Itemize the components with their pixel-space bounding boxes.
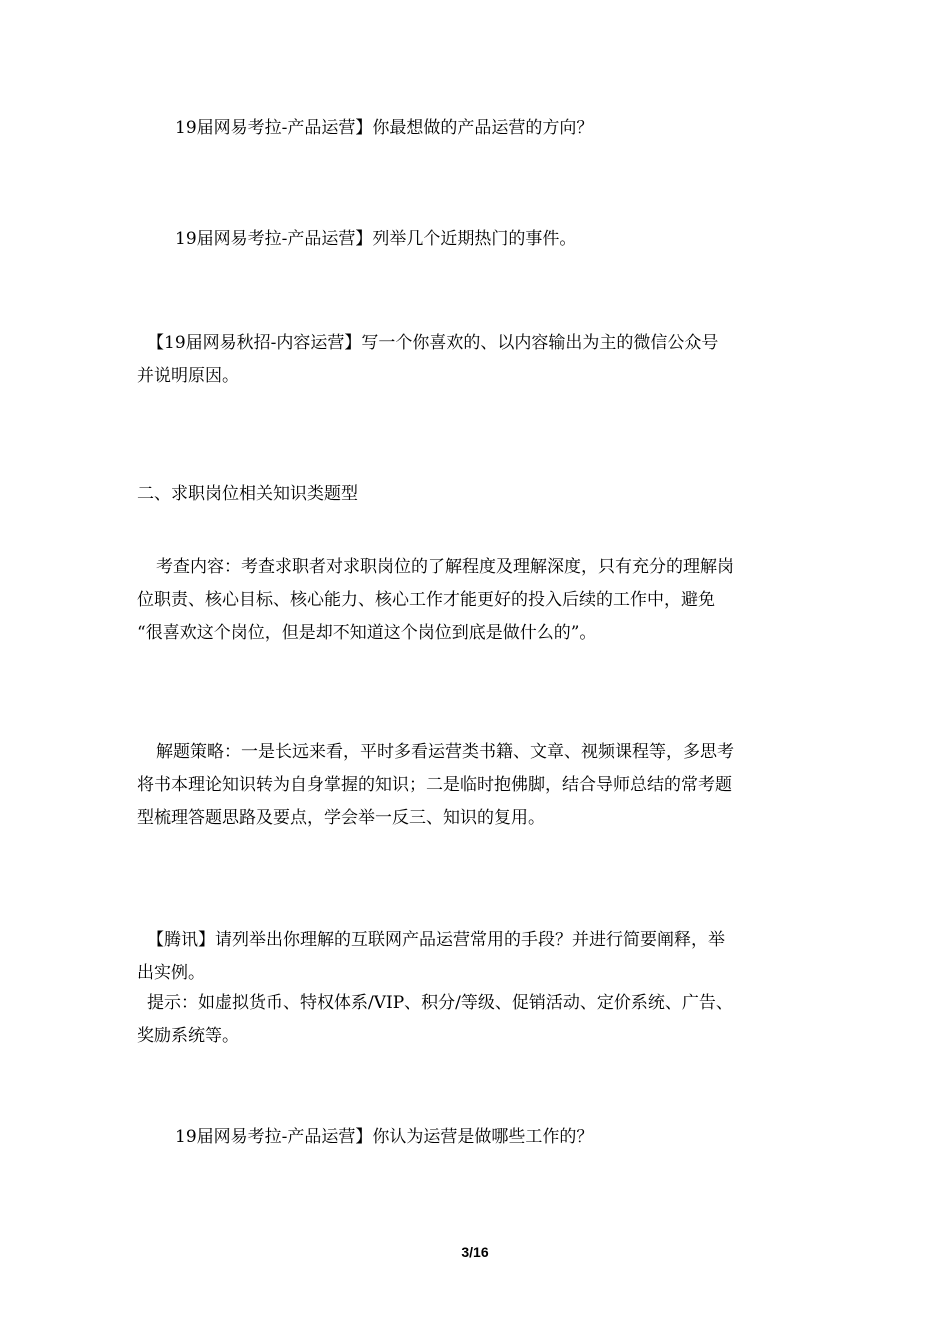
- text-line: 位职责、核心目标、核心能力、核心工作才能更好的投入后续的工作中，避免: [137, 590, 715, 610]
- text-line: “很喜欢这个岗位，但是却不知道这个岗位到底是做什么的”。: [137, 623, 597, 643]
- exam-content-paragraph: [137, 551, 827, 650]
- section-heading: [137, 478, 827, 511]
- text-line: 将书本理论知识转为自身掌握的知识；二是临时抱佛脚，结合导师总结的常考题: [137, 775, 732, 795]
- text-line: 出实例。: [137, 963, 205, 983]
- question-paragraph-direction: [137, 112, 827, 145]
- strategy-paragraph: [137, 736, 827, 835]
- text-line: 奖励系统等。: [137, 1026, 239, 1046]
- text-line: 解题策略：一是长远来看，平时多看运营类书籍、文章、视频课程等，多思考: [156, 742, 734, 762]
- question-paragraph-operations-work: [137, 1121, 827, 1154]
- text-line: 19届网易考拉-产品运营】你最想做的产品运营的方向？: [175, 118, 594, 138]
- question-paragraph-tencent: [137, 924, 827, 990]
- text-line: 二、求职岗位相关知识类题型: [137, 484, 358, 504]
- hint-paragraph: [137, 987, 827, 1053]
- text-line: 并说明原因。: [137, 366, 239, 386]
- text-line: 19届网易考拉-产品运营】你认为运营是做哪些工作的？: [175, 1127, 594, 1147]
- text-line: 【19届网易秋招-内容运营】写一个你喜欢的、以内容输出为主的微信公众号: [147, 333, 719, 353]
- question-paragraph-hot-events: [137, 223, 827, 256]
- question-paragraph-wechat-account: [137, 327, 827, 393]
- text-line: 19届网易考拉-产品运营】列举几个近期热门的事件。: [175, 229, 577, 249]
- text-line: 【腾讯】请列举出你理解的互联网产品运营常用的手段？并进行简要阐释，举: [147, 930, 725, 950]
- text-line: 型梳理答题思路及要点，学会举一反三、知识的复用。: [137, 808, 545, 828]
- text-line: 考查内容：考查求职者对求职岗位的了解程度及理解深度，只有充分的理解岗: [156, 557, 734, 577]
- page-number: 3/16: [461, 1244, 489, 1260]
- text-line: 提示：如虚拟货币、特权体系/VIP、积分/等级、促销活动、定价系统、广告、: [147, 993, 733, 1013]
